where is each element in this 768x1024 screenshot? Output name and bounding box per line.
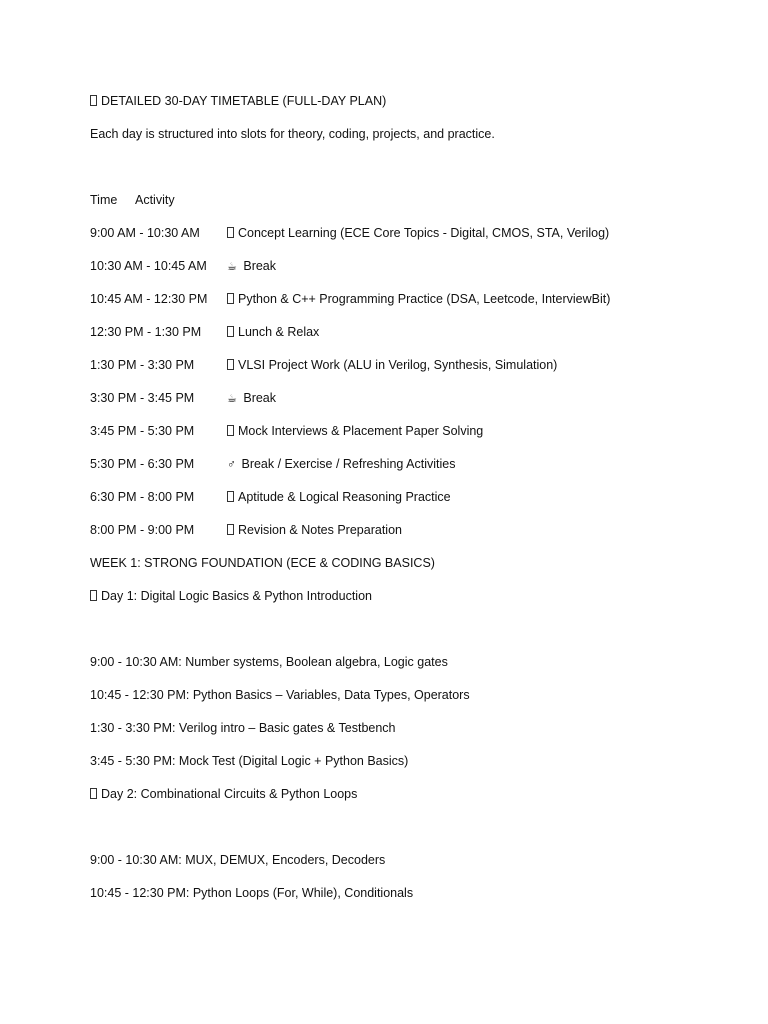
schedule-time: 6:30 PM - 8:00 PM [90, 490, 195, 504]
day-item: 9:00 - 10:30 AM: Number systems, Boolean algebra, Logic gates [90, 655, 448, 669]
schedule-time: 3:30 PM - 3:45 PM [90, 391, 195, 405]
schedule-row [90, 390, 730, 423]
document-title [90, 93, 730, 126]
day-title: Day 2: Combinational Circuits & Python Loops [101, 787, 358, 801]
day-item: 10:45 - 12:30 PM: Python Loops (For, While), Conditionals [90, 886, 414, 900]
coffee-icon: ☕ [227, 261, 237, 273]
day-title: Day 1: Digital Logic Basics & Python Introduction [101, 589, 372, 603]
missing-glyph-icon [227, 359, 234, 370]
day-item: 3:45 - 5:30 PM: Mock Test (Digital Logic + Python Basics) [90, 754, 409, 768]
document-page [90, 93, 730, 918]
schedule-row [90, 357, 730, 390]
schedule-row [90, 324, 730, 357]
blank-line [90, 819, 730, 852]
week-heading: WEEK 1: STRONG FOUNDATION (ECE & CODING BASICS) [90, 556, 435, 570]
header-activity: Activity [135, 193, 175, 207]
missing-glyph-icon [227, 524, 234, 535]
schedule-activity: Aptitude & Logical Reasoning Practice [238, 490, 451, 504]
schedule-time: 5:30 PM - 6:30 PM [90, 457, 195, 471]
schedule-time: 10:45 AM - 12:30 PM [90, 292, 208, 306]
schedule-time: 12:30 PM - 1:30 PM [90, 325, 202, 339]
schedule-time: 10:30 AM - 10:45 AM [90, 259, 207, 273]
day-item: 9:00 - 10:30 AM: MUX, DEMUX, Encoders, Decoders [90, 853, 386, 867]
schedule-row [90, 423, 730, 456]
missing-glyph-icon [227, 425, 234, 436]
schedule-activity: Break [243, 391, 277, 405]
schedule-row [90, 291, 730, 324]
missing-glyph-icon [90, 95, 97, 106]
title-text: DETAILED 30-DAY TIMETABLE (FULL-DAY PLAN) [101, 94, 387, 108]
missing-glyph-icon [227, 326, 234, 337]
day-item: 10:45 - 12:30 PM: Python Basics – Variables, Data Types, Operators [90, 688, 470, 702]
missing-glyph-icon [227, 293, 234, 304]
table-header [90, 192, 730, 225]
schedule-row [90, 456, 730, 489]
schedule-time: 9:00 AM - 10:30 AM [90, 226, 200, 240]
missing-glyph-icon [227, 227, 234, 238]
missing-glyph-icon [90, 590, 97, 601]
schedule-row [90, 489, 730, 522]
schedule-activity: Lunch & Relax [238, 325, 320, 339]
schedule-row [90, 225, 730, 258]
missing-glyph-icon [90, 788, 97, 799]
intro-paragraph: Each day is structured into slots for theory, coding, projects, and practice. [90, 127, 495, 141]
schedule-activity: Revision & Notes Preparation [238, 523, 402, 537]
blank-line [90, 159, 730, 192]
blank-line [90, 621, 730, 654]
schedule-row [90, 258, 730, 291]
schedule-activity: Python & C++ Programming Practice (DSA, Leetcode, InterviewBit) [238, 292, 611, 306]
schedule-row [90, 522, 730, 555]
missing-glyph-icon [227, 491, 234, 502]
schedule-activity: Mock Interviews & Placement Paper Solving [238, 424, 484, 438]
schedule-time: 3:45 PM - 5:30 PM [90, 424, 195, 438]
male-sign-icon: ♂ [227, 457, 236, 471]
schedule-activity: Break [243, 259, 277, 273]
coffee-icon: ☕ [227, 393, 237, 405]
schedule-activity: VLSI Project Work (ALU in Verilog, Synthesis, Simulation) [238, 358, 558, 372]
day-heading [90, 588, 730, 621]
day-heading [90, 786, 730, 819]
header-time: Time [90, 193, 118, 207]
day-item: 1:30 - 3:30 PM: Verilog intro – Basic gates & Testbench [90, 721, 396, 735]
schedule-activity: Concept Learning (ECE Core Topics - Digital, CMOS, STA, Verilog) [238, 226, 610, 240]
schedule-activity: Break / Exercise / Refreshing Activities [241, 457, 456, 471]
schedule-time: 8:00 PM - 9:00 PM [90, 523, 195, 537]
schedule-time: 1:30 PM - 3:30 PM [90, 358, 195, 372]
